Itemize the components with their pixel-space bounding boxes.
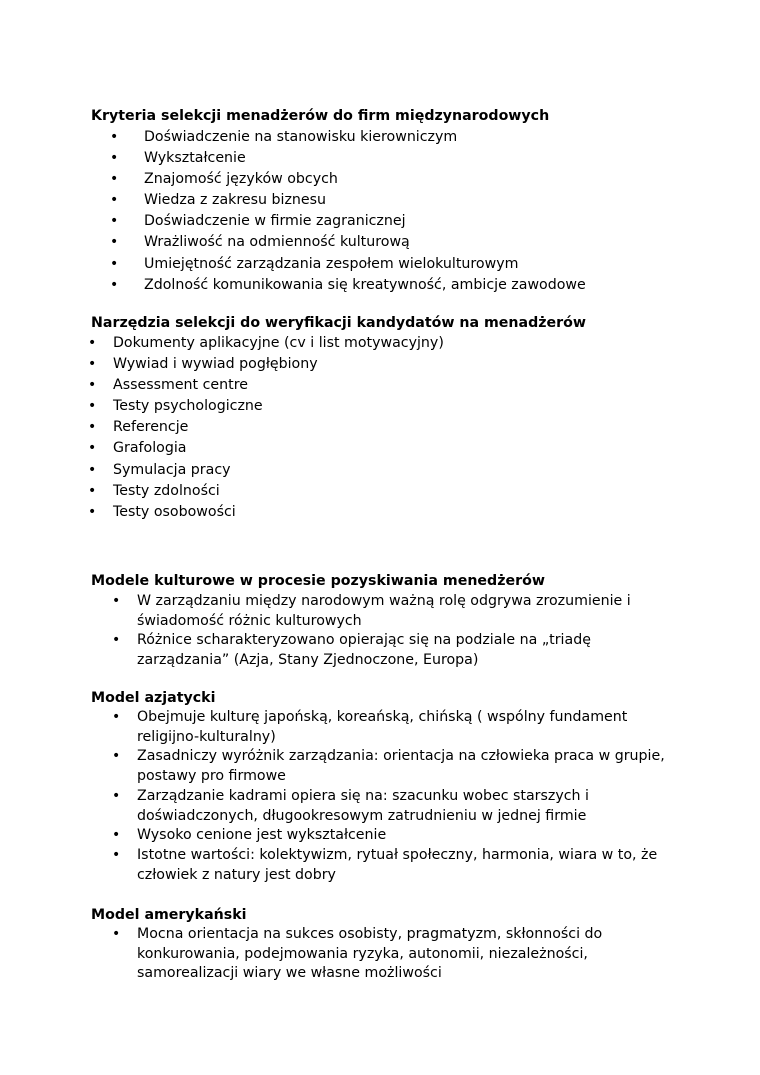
list-item: • Dokumenty aplikacyjne (cv i list motywacyjny) <box>88 335 444 351</box>
bullet-icon: • <box>88 482 97 499</box>
list-item: • Wiedza z zakresu biznesu <box>110 192 326 209</box>
list-item: • Referencje <box>88 419 189 436</box>
bullet-icon: • <box>110 150 119 167</box>
list-item: • Wywiad i wywiad pogłębiony <box>88 356 318 373</box>
section-heading: Narzędzia selekcji do weryfikacji kandydatów na menadżerów <box>91 315 586 331</box>
bullet-icon: • <box>110 276 119 293</box>
bullet-icon: • <box>110 234 119 251</box>
list-item: • Doświadczenie w firmie zagranicznej <box>110 213 406 230</box>
bullet-icon: • <box>112 632 121 649</box>
bullet-icon: • <box>112 709 121 725</box>
bullet-list <box>0 333 760 523</box>
list-item: • Różnice scharakteryzowano opierając się na podziale na „triadę zarządzania” (Azja, Stany Zjednoczone, Europa) <box>112 632 591 669</box>
list-item: • Umiejętność zarządzania zespołem wielokulturowym <box>110 255 519 272</box>
bullet-list <box>0 708 760 885</box>
bullet-icon: • <box>88 503 97 520</box>
list-item: • Znajomość języków obcych <box>110 171 338 188</box>
bullet-icon: • <box>110 255 119 272</box>
bullet-list <box>0 127 760 296</box>
bullet-icon: • <box>110 213 119 230</box>
list-item: • Zarządzanie kadrami opiera się na: szacunku wobec starszych i doświadczonych, długookresowym zatrudnieniu w jednej firmie <box>112 787 589 824</box>
list-item: • Wysoko cenione jest wykształcenie <box>0 826 760 846</box>
bullet-list <box>0 925 760 984</box>
bullet-list <box>0 592 760 671</box>
list-item: • Zasadniczy wyróżnik zarządzania: orientacja na człowieka praca w grupie, postawy pro firmowe <box>112 748 665 785</box>
bullet-icon: • <box>88 356 97 373</box>
bullet-icon: • <box>88 440 97 457</box>
list-item: • Assessment centre <box>88 377 248 394</box>
bullet-icon: • <box>112 787 121 804</box>
bullet-icon: • <box>110 192 119 209</box>
list-item: • Wrażliwość na odmienność kulturową <box>110 234 410 251</box>
list-item: • Doświadczenie na stanowisku kierowniczym <box>110 129 458 145</box>
bullet-icon: • <box>112 748 121 765</box>
bullet-icon: • <box>88 335 97 351</box>
section-heading: Kryteria selekcji menadżerów do firm międzynarodowych <box>91 108 550 124</box>
list-item: • Wykształcenie <box>110 150 246 167</box>
list-item: • W zarządzaniu między narodowym ważną rolę odgrywa zrozumienie i świadomość różnic kulturowych <box>112 593 631 629</box>
section-heading: Modele kulturowe w procesie pozyskiwania menedżerów <box>91 573 545 589</box>
section-heading: Model amerykański <box>91 907 247 923</box>
bullet-icon: • <box>88 419 97 436</box>
list-item: • Testy osobowości <box>88 503 236 520</box>
list-item: • Mocna orientacja na sukces osobisty, pragmatyzm, skłonności do konkurowania, podejmowania ryzyka, autonomii, niezależności, samorealizacji wiary we własne możliwości <box>112 926 603 982</box>
list-item: • Istotne wartości: kolektywizm, rytuał społeczny, harmonia, wiara w to, że człowiek z natury jest dobry <box>112 846 658 883</box>
bullet-icon: • <box>112 926 121 942</box>
bullet-icon: • <box>112 593 121 609</box>
bullet-icon: • <box>112 827 121 844</box>
list-item: • Grafologia <box>88 440 187 457</box>
section-heading: Model azjatycki <box>91 690 216 706</box>
bullet-icon: • <box>110 129 119 145</box>
list-item: • Testy psychologiczne <box>88 398 263 415</box>
list-item: • Testy zdolności <box>88 482 220 499</box>
list-item: • Symulacja pracy <box>88 461 231 478</box>
bullet-icon: • <box>88 398 97 415</box>
bullet-icon: • <box>112 846 121 863</box>
list-item: • Zdolność komunikowania się kreatywność, ambicje zawodowe <box>110 276 586 293</box>
bullet-icon: • <box>88 377 97 394</box>
bullet-icon: • <box>88 461 97 478</box>
bullet-icon: • <box>110 171 119 188</box>
list-item: • Obejmuje kulturę japońską, koreańską, chińską ( wspólny fundament religijno-kulturalny) <box>112 709 628 745</box>
